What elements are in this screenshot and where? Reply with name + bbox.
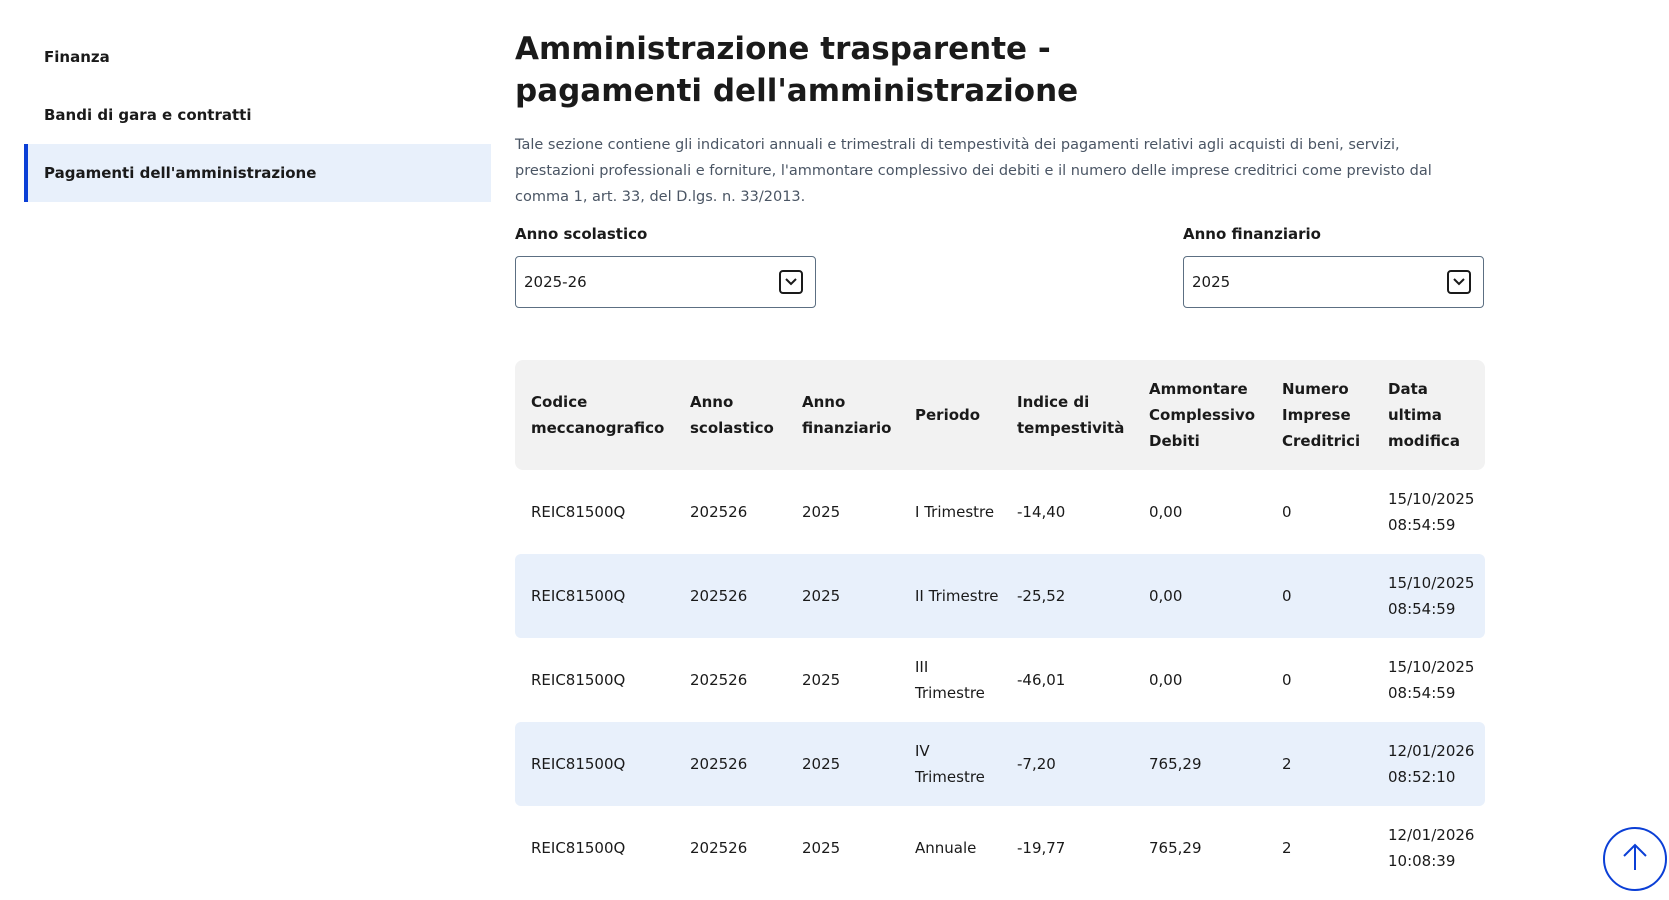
table-cell: 2025 (802, 839, 841, 857)
page-description: Tale sezione contiene gli indicatori annuali e trimestrali di tempestività dei pagamenti relativi agli acquisti di beni, servizi, prestazioni professionali e forniture, l'ammontare complessivo dei debiti e il numero delle imprese creditrici come previsto dal comma 1, art. 33, del D.lgs. n. 33/2013. (515, 137, 1432, 205)
filter-label: Anno scolastico (515, 225, 648, 243)
sidebar (24, 28, 491, 202)
table-cell: 0 (1282, 503, 1292, 521)
table-cell: IV Trimestre (915, 742, 985, 786)
anno-finanziario-select[interactable] (1183, 256, 1484, 308)
column-header: Data ultima modifica (1388, 380, 1460, 450)
payments-table (515, 360, 1485, 890)
sidebar-item-pagamenti[interactable]: Pagamenti dell'amministrazione (24, 144, 491, 202)
table-row (515, 806, 1485, 890)
table-cell: -25,52 (1017, 587, 1066, 605)
column-header: Indice di tempestività (1017, 393, 1125, 437)
column-header: Periodo (915, 406, 981, 424)
table-cell: 2 (1282, 755, 1292, 773)
table-cell: REIC81500Q (531, 671, 626, 689)
table-cell: REIC81500Q (531, 755, 626, 773)
anno-scolastico-select[interactable] (515, 256, 816, 308)
table-cell: 2 (1282, 839, 1292, 857)
table-cell: 0,00 (1149, 503, 1183, 521)
table-cell: 765,29 (1149, 755, 1202, 773)
chevron-down-icon (1447, 270, 1471, 294)
table-cell: -19,77 (1017, 839, 1066, 857)
table-cell: 202526 (690, 671, 748, 689)
table-cell: -7,20 (1017, 755, 1056, 773)
table-row (515, 638, 1485, 722)
filters (515, 222, 1485, 332)
table-cell: 202526 (690, 755, 748, 773)
table-cell: 202526 (690, 587, 748, 605)
column-header: Ammontare Complessivo Debiti (1149, 380, 1256, 450)
table-cell: 15/10/2025 08:54:59 (1388, 574, 1475, 618)
column-header: Anno scolastico (690, 393, 774, 437)
arrow-up-icon (1621, 842, 1649, 876)
table-cell: III Trimestre (915, 658, 985, 702)
back-to-top-button[interactable] (1603, 827, 1667, 891)
select-value: 2025 (1192, 273, 1231, 291)
table-cell: 15/10/2025 08:54:59 (1388, 490, 1475, 534)
table-cell: 0,00 (1149, 587, 1183, 605)
table-row (515, 470, 1485, 554)
table-cell: 0 (1282, 671, 1292, 689)
chevron-down-icon (779, 270, 803, 294)
sidebar-item-finanza[interactable]: Finanza (44, 48, 110, 66)
table-cell: 202526 (690, 503, 748, 521)
sidebar-item-bandi[interactable]: Bandi di gara e contratti (44, 106, 252, 124)
table-cell: -14,40 (1017, 503, 1066, 521)
table-cell: REIC81500Q (531, 587, 626, 605)
table-cell: REIC81500Q (531, 503, 626, 521)
table-cell: II Trimestre (915, 587, 999, 605)
table-cell: 2025 (802, 503, 841, 521)
table-cell: 2025 (802, 755, 841, 773)
filter-anno-finanziario (1183, 222, 1484, 308)
column-header: Numero Imprese Creditrici (1282, 380, 1361, 450)
table-cell: 12/01/2026 10:08:39 (1388, 826, 1475, 870)
table-cell: REIC81500Q (531, 839, 626, 857)
table-cell: 2025 (802, 671, 841, 689)
table-cell: 202526 (690, 839, 748, 857)
table-cell: 12/01/2026 08:52:10 (1388, 742, 1475, 786)
filter-label: Anno finanziario (1183, 225, 1321, 243)
table-row (515, 554, 1485, 638)
filter-anno-scolastico (515, 222, 816, 308)
table-cell: 0,00 (1149, 671, 1183, 689)
table-cell: Annuale (915, 839, 977, 857)
table-cell: 765,29 (1149, 839, 1202, 857)
page-title: Amministrazione trasparente - pagamenti dell'amministrazione (515, 31, 1079, 109)
table-header (515, 360, 1485, 470)
table-row (515, 722, 1485, 806)
main-content (515, 28, 1485, 890)
table-cell: 15/10/2025 08:54:59 (1388, 658, 1475, 702)
table-cell: 2025 (802, 587, 841, 605)
table-cell: 0 (1282, 587, 1292, 605)
select-value: 2025-26 (524, 273, 587, 291)
table-cell: I Trimestre (915, 503, 995, 521)
table-cell: -46,01 (1017, 671, 1066, 689)
column-header: Anno finanziario (802, 393, 892, 437)
column-header: Codice meccanografico (531, 393, 665, 437)
